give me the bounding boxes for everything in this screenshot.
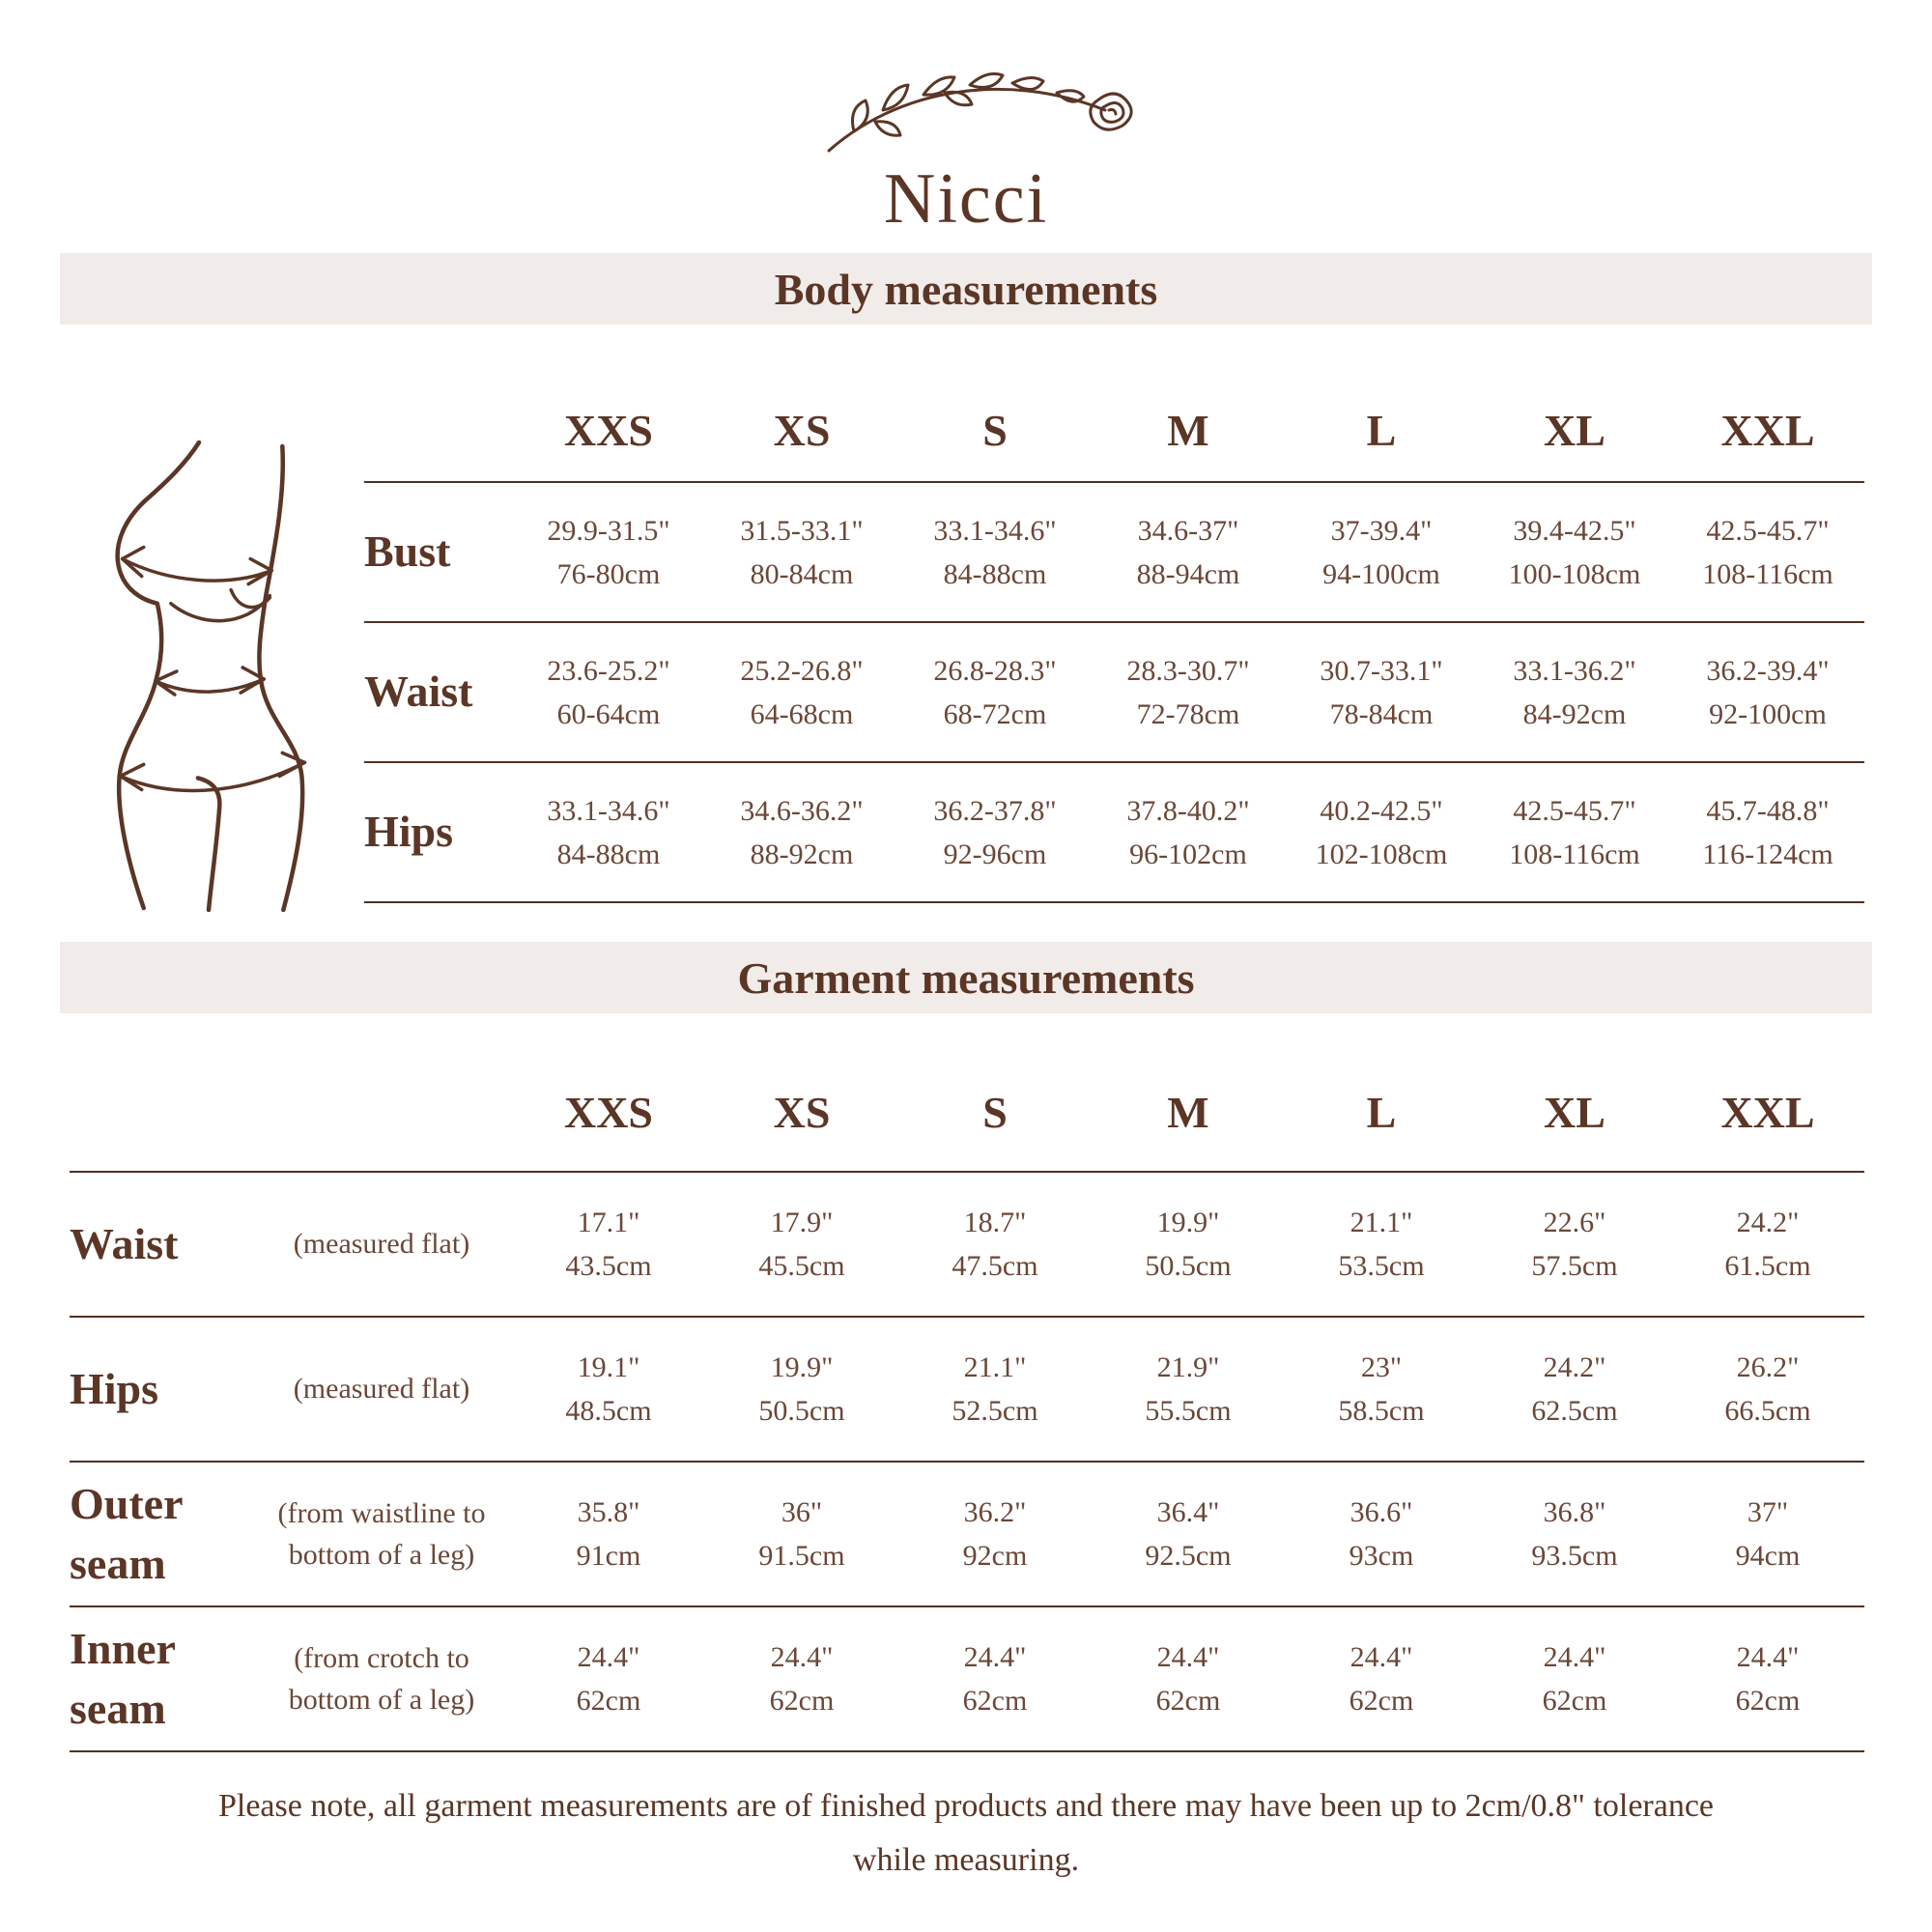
cm-value: 62cm bbox=[1155, 1685, 1221, 1717]
garment-measurements-table bbox=[70, 1053, 1864, 1752]
measurement-cell bbox=[705, 789, 898, 876]
measurement-cell bbox=[705, 649, 898, 736]
measurement-cell bbox=[1478, 649, 1671, 736]
cm-value: 62cm bbox=[1349, 1685, 1414, 1717]
cm-value: 57.5cm bbox=[1531, 1250, 1618, 1282]
inches-value: 19.1" bbox=[577, 1351, 640, 1383]
tolerance-note-line-1: Please note, all garment measurements are of finished products and there may have been up to 2cm/0.8" tolerance bbox=[217, 1788, 1715, 1824]
table-row-inner-seam bbox=[70, 1605, 1864, 1750]
inches-value: 21.1" bbox=[1350, 1207, 1413, 1238]
cm-value: 88-92cm bbox=[750, 838, 854, 870]
inches-value: 31.5-33.1" bbox=[740, 514, 864, 547]
inches-value: 24.4" bbox=[1350, 1641, 1413, 1673]
inches-value: 34.6-37" bbox=[1137, 514, 1239, 547]
cm-value: 92.5cm bbox=[1145, 1540, 1232, 1572]
inches-value: 24.4" bbox=[770, 1641, 834, 1673]
cm-value: 92-96cm bbox=[943, 838, 1047, 870]
inches-value: 17.1" bbox=[577, 1207, 640, 1238]
cm-value: 93.5cm bbox=[1531, 1540, 1618, 1572]
cm-value: 64-68cm bbox=[750, 697, 854, 730]
row-label: Hips bbox=[70, 1363, 159, 1413]
measurement-cell bbox=[898, 1346, 1092, 1433]
measurement-cell bbox=[1671, 1201, 1864, 1288]
inches-value: 24.4" bbox=[577, 1641, 640, 1673]
inches-value: 36" bbox=[781, 1496, 823, 1528]
inches-value: 18.7" bbox=[963, 1207, 1027, 1238]
measurement-cell bbox=[1285, 1635, 1478, 1722]
row-label: Hips bbox=[364, 807, 454, 857]
cm-value: 68-72cm bbox=[943, 697, 1047, 730]
inches-value: 26.8-28.3" bbox=[933, 654, 1057, 687]
inches-value: 24.2" bbox=[1543, 1351, 1606, 1383]
cm-value: 108-116cm bbox=[1509, 838, 1640, 870]
row-label: Inner seam bbox=[70, 1623, 176, 1733]
inches-value: 34.6-36.2" bbox=[740, 794, 864, 827]
cm-value: 62.5cm bbox=[1531, 1395, 1618, 1427]
measurement-cell bbox=[1285, 1346, 1478, 1433]
inches-value: 26.2" bbox=[1736, 1351, 1800, 1383]
measurement-cell bbox=[1478, 789, 1671, 876]
row-note: (measured flat) bbox=[293, 1373, 470, 1406]
garment-measurements-title: Garment measurements bbox=[737, 952, 1195, 1003]
cm-value: 62cm bbox=[769, 1685, 835, 1717]
measurement-cell bbox=[898, 1491, 1092, 1577]
size-column-header-xs: XS bbox=[773, 405, 831, 455]
inches-value: 17.9" bbox=[770, 1207, 834, 1238]
inches-value: 19.9" bbox=[1156, 1207, 1220, 1238]
measurement-cell bbox=[1671, 1635, 1864, 1722]
measurement-cell bbox=[1478, 1635, 1671, 1722]
measurement-cell bbox=[1092, 1346, 1285, 1433]
inches-value: 37.8-40.2" bbox=[1126, 794, 1250, 827]
measurement-cell bbox=[512, 509, 705, 596]
body-measurements-header bbox=[60, 253, 1872, 325]
tolerance-note-line-2: while measuring. bbox=[852, 1842, 1080, 1879]
size-column-header-xs: XS bbox=[773, 1087, 831, 1137]
body-silhouette-icon bbox=[85, 437, 328, 912]
cm-value: 62cm bbox=[1735, 1685, 1801, 1717]
inches-value: 40.2-42.5" bbox=[1320, 794, 1443, 827]
row-note: (measured flat) bbox=[293, 1228, 470, 1261]
inches-value: 30.7-33.1" bbox=[1320, 654, 1443, 687]
garment-size-header-row bbox=[70, 1053, 1864, 1171]
inches-value: 22.6" bbox=[1543, 1207, 1606, 1238]
body-measurements-table bbox=[364, 379, 1864, 903]
inches-value: 33.1-36.2" bbox=[1513, 654, 1636, 687]
cm-value: 91cm bbox=[576, 1540, 641, 1572]
measurement-cell bbox=[898, 1635, 1092, 1722]
measurement-cell bbox=[1671, 649, 1864, 736]
cm-value: 84-88cm bbox=[943, 557, 1047, 590]
row-label: Outer seam bbox=[70, 1478, 183, 1588]
inches-value: 36.2" bbox=[963, 1496, 1027, 1528]
row-label: Bust bbox=[364, 526, 451, 577]
cm-value: 45.5cm bbox=[758, 1250, 845, 1282]
cm-value: 100-108cm bbox=[1508, 557, 1641, 590]
cm-value: 66.5cm bbox=[1724, 1395, 1811, 1427]
measurement-cell bbox=[1092, 1635, 1285, 1722]
measurement-cell bbox=[1092, 789, 1285, 876]
measurement-cell bbox=[512, 1491, 705, 1577]
cm-value: 61.5cm bbox=[1724, 1250, 1811, 1282]
inches-value: 42.5-45.7" bbox=[1706, 514, 1830, 547]
cm-value: 50.5cm bbox=[758, 1395, 845, 1427]
inches-value: 24.2" bbox=[1736, 1207, 1800, 1238]
measurement-cell bbox=[1478, 1346, 1671, 1433]
cm-value: 84-88cm bbox=[556, 838, 661, 870]
measurement-cell bbox=[512, 649, 705, 736]
inches-value: 24.4" bbox=[1156, 1641, 1220, 1673]
inches-value: 29.9-31.5" bbox=[547, 514, 670, 547]
garment-table-rows bbox=[70, 1171, 1864, 1750]
size-column-header-m: M bbox=[1167, 405, 1209, 455]
cm-value: 47.5cm bbox=[952, 1250, 1038, 1282]
measurement-cell bbox=[512, 1201, 705, 1288]
cm-value: 92-100cm bbox=[1709, 697, 1827, 730]
measurement-cell bbox=[1285, 509, 1478, 596]
size-column-header-s: S bbox=[982, 405, 1008, 455]
measurement-cell bbox=[512, 1635, 705, 1722]
measurement-cell bbox=[898, 649, 1092, 736]
branch-rose-icon bbox=[819, 50, 1148, 166]
cm-value: 53.5cm bbox=[1338, 1250, 1425, 1282]
inches-value: 36.2-37.8" bbox=[933, 794, 1057, 827]
inches-value: 24.4" bbox=[1543, 1641, 1606, 1673]
cm-value: 52.5cm bbox=[952, 1395, 1038, 1427]
measurement-cell bbox=[898, 1201, 1092, 1288]
measurement-cell bbox=[898, 789, 1092, 876]
cm-value: 72-78cm bbox=[1136, 697, 1240, 730]
table-row-waist bbox=[364, 621, 1864, 761]
measurement-cell bbox=[705, 1346, 898, 1433]
measurement-cell bbox=[512, 1346, 705, 1433]
body-table-rows bbox=[364, 481, 1864, 901]
measurement-cell bbox=[705, 1201, 898, 1288]
size-column-header-s: S bbox=[982, 1087, 1008, 1137]
tolerance-note bbox=[0, 1779, 1932, 1888]
measurement-cell bbox=[1478, 1201, 1671, 1288]
size-column-header-l: L bbox=[1366, 405, 1397, 455]
inches-value: 37" bbox=[1747, 1496, 1789, 1528]
row-note: (from waistline to bottom of a leg) bbox=[277, 1496, 486, 1571]
cm-value: 55.5cm bbox=[1145, 1395, 1232, 1427]
body-size-header-row bbox=[364, 379, 1864, 481]
cm-value: 62cm bbox=[962, 1685, 1028, 1717]
inches-value: 45.7-48.8" bbox=[1706, 794, 1830, 827]
inches-value: 42.5-45.7" bbox=[1513, 794, 1636, 827]
measurement-cell bbox=[1285, 649, 1478, 736]
measurement-cell bbox=[1671, 1491, 1864, 1577]
measurement-cell bbox=[1092, 649, 1285, 736]
measurement-cell bbox=[1092, 1491, 1285, 1577]
cm-value: 48.5cm bbox=[565, 1395, 652, 1427]
measurement-cell bbox=[1478, 1491, 1671, 1577]
cm-value: 94-100cm bbox=[1322, 557, 1440, 590]
inches-value: 36.4" bbox=[1156, 1496, 1220, 1528]
body-measurements-title: Body measurements bbox=[774, 264, 1158, 314]
measurement-cell bbox=[1671, 1346, 1864, 1433]
size-column-header-xxl: XXL bbox=[1720, 405, 1815, 455]
measurement-cell bbox=[1092, 509, 1285, 596]
cm-value: 60-64cm bbox=[556, 697, 661, 730]
cm-value: 76-80cm bbox=[556, 557, 661, 590]
measurement-cell bbox=[1092, 1201, 1285, 1288]
inches-value: 33.1-34.6" bbox=[933, 514, 1057, 547]
table-row-hips bbox=[70, 1316, 1864, 1461]
measurement-cell bbox=[1671, 789, 1864, 876]
size-column-header-xxl: XXL bbox=[1720, 1087, 1815, 1137]
cm-value: 94cm bbox=[1735, 1540, 1801, 1572]
measurement-cell bbox=[1671, 509, 1864, 596]
measurement-cell bbox=[512, 789, 705, 876]
garment-measurements-header bbox=[60, 942, 1872, 1013]
cm-value: 58.5cm bbox=[1338, 1395, 1425, 1427]
inches-value: 35.8" bbox=[577, 1496, 640, 1528]
cm-value: 62cm bbox=[1542, 1685, 1607, 1717]
cm-value: 84-92cm bbox=[1522, 697, 1627, 730]
cm-value: 96-102cm bbox=[1129, 838, 1247, 870]
brand-header bbox=[0, 50, 1932, 241]
size-column-header-m: M bbox=[1167, 1087, 1209, 1137]
size-column-header-l: L bbox=[1366, 1087, 1397, 1137]
row-note: (from crotch to bottom of a leg) bbox=[288, 1641, 475, 1716]
table-row-hips bbox=[364, 761, 1864, 901]
inches-value: 23" bbox=[1360, 1351, 1403, 1383]
inches-value: 24.4" bbox=[963, 1641, 1027, 1673]
brand-name: Nicci bbox=[883, 159, 1049, 239]
cm-value: 93cm bbox=[1349, 1540, 1414, 1572]
measurement-cell bbox=[1285, 1201, 1478, 1288]
cm-value: 102-108cm bbox=[1315, 838, 1448, 870]
cm-value: 91.5cm bbox=[758, 1540, 845, 1572]
row-label: Waist bbox=[364, 667, 473, 717]
measurement-cell bbox=[1478, 509, 1671, 596]
inches-value: 21.1" bbox=[963, 1351, 1027, 1383]
cm-value: 50.5cm bbox=[1145, 1250, 1232, 1282]
cm-value: 80-84cm bbox=[750, 557, 854, 590]
inches-value: 25.2-26.8" bbox=[740, 654, 864, 687]
table-row-outer-seam bbox=[70, 1461, 1864, 1605]
size-column-header-xxs: XXS bbox=[563, 405, 654, 455]
size-column-header-xl: XL bbox=[1544, 1087, 1605, 1137]
cm-value: 78-84cm bbox=[1329, 697, 1434, 730]
inches-value: 24.4" bbox=[1736, 1641, 1800, 1673]
cm-value: 62cm bbox=[576, 1685, 641, 1717]
table-row-bust bbox=[364, 481, 1864, 621]
inches-value: 23.6-25.2" bbox=[547, 654, 670, 687]
inches-value: 36.2-39.4" bbox=[1706, 654, 1830, 687]
inches-value: 19.9" bbox=[770, 1351, 834, 1383]
inches-value: 28.3-30.7" bbox=[1126, 654, 1250, 687]
inches-value: 36.8" bbox=[1543, 1496, 1606, 1528]
measurement-cell bbox=[705, 1491, 898, 1577]
size-column-header-xxs: XXS bbox=[563, 1087, 654, 1137]
measurement-cell bbox=[1285, 1491, 1478, 1577]
measurement-cell bbox=[898, 509, 1092, 596]
cm-value: 88-94cm bbox=[1136, 557, 1240, 590]
cm-value: 92cm bbox=[962, 1540, 1028, 1572]
measurement-cell bbox=[705, 1635, 898, 1722]
cm-value: 108-116cm bbox=[1702, 557, 1833, 590]
inches-value: 33.1-34.6" bbox=[547, 794, 670, 827]
inches-value: 37-39.4" bbox=[1330, 514, 1433, 547]
cm-value: 116-124cm bbox=[1702, 838, 1833, 870]
inches-value: 36.6" bbox=[1350, 1496, 1413, 1528]
row-label: Waist bbox=[70, 1218, 179, 1268]
table-row-waist bbox=[70, 1171, 1864, 1316]
measurement-cell bbox=[1285, 789, 1478, 876]
measurement-cell bbox=[705, 509, 898, 596]
inches-value: 39.4-42.5" bbox=[1513, 514, 1636, 547]
size-column-header-xl: XL bbox=[1544, 405, 1605, 455]
inches-value: 21.9" bbox=[1156, 1351, 1220, 1383]
cm-value: 43.5cm bbox=[565, 1250, 652, 1282]
